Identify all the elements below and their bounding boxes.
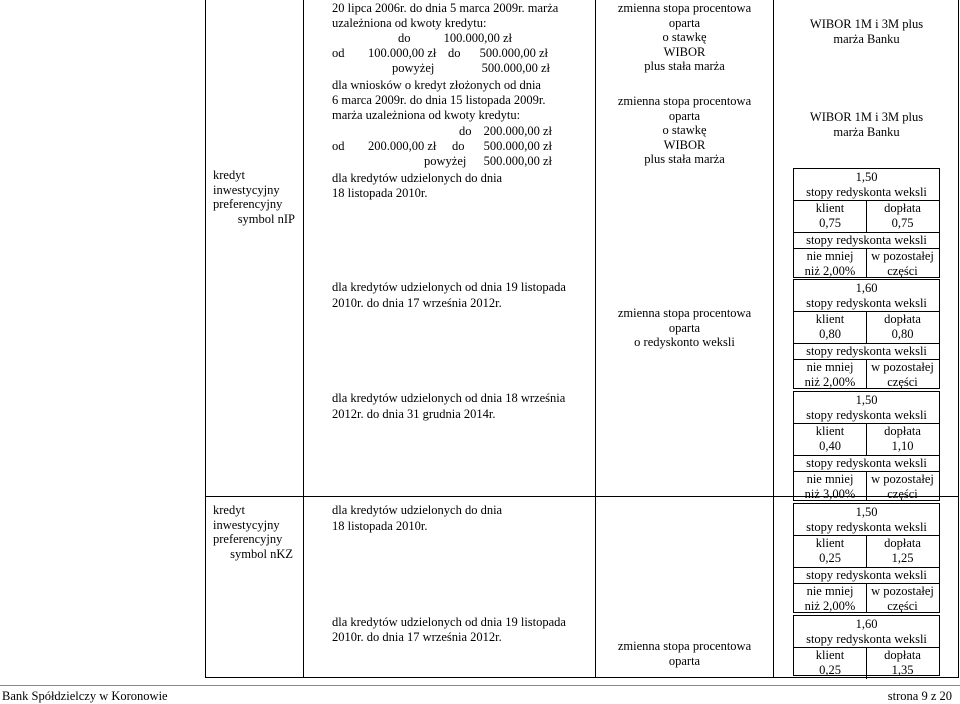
period-b3-line1: dla kredytów udzielonych do dnia [332,171,503,185]
nkz-line-3: preferencyjny [213,532,283,546]
b2-r2-from: 200.000,00 zł [368,139,437,153]
rediscount-block [793,391,940,501]
niz-label: niż [804,487,820,501]
margin-b [775,110,958,139]
klient-label: klient [815,312,845,326]
min-rate-value: 2,00% [823,599,856,613]
rate-a-l2: oparta [668,15,701,30]
b1-row2 [332,46,548,61]
rate-c-l1: zmienna stopa procentowa [617,306,752,320]
b1-r2-od: od [332,46,345,60]
period-b6-line1: dla kredytów udzielonych do dnia [332,503,503,517]
b1-row3 [332,61,550,76]
min-rate [794,599,866,614]
doplata-label: dopłata [884,312,921,326]
doplata-value: 1,10 [891,439,914,453]
period-b7-line2: 2010r. do dnia 17 września 2012r. [332,630,502,644]
niz-label: niż [804,599,820,613]
period-b3-line2: 18 listopada 2010r. [332,186,428,200]
min-rate [794,375,866,390]
multiplier: 1,60 [855,617,878,631]
footer-rule [0,685,960,686]
margin-a-l2: marża Banku [833,31,900,46]
klient-label: klient [815,648,845,662]
b2-r2-od: od [332,139,345,153]
b2-r2-do: do [452,139,465,153]
period-b1-line2: uzależniona od kwoty kredytu: [332,16,487,30]
nkz-line-1: kredyt [213,503,245,517]
margin-a [775,17,958,46]
nip-line-1: kredyt [213,168,245,182]
nip-line-3: preferencyjny [213,197,283,211]
rate-d-l2: oparta [668,653,701,668]
min-rate-value: 2,00% [823,264,856,278]
klient-label: klient [815,536,845,550]
rate-c-l3: o redyskonto weksli [634,335,735,349]
rate-a-l5: plus stała marża [644,59,725,73]
doplata-value: 0,75 [891,216,914,230]
rate-a-l3: o stawkę [662,30,707,44]
period-b6-line2: 18 listopada 2010r. [332,519,428,533]
rediscount-block [793,168,940,278]
doplata-label: dopłata [884,648,921,662]
min-rate-value: 2,00% [823,375,856,389]
srw-label-2: stopy redyskonta weksli [806,344,927,358]
rate-a-l4: WIBOR [663,44,706,59]
multiplier: 1,50 [855,170,878,184]
czesci-label: części [887,487,918,501]
b2-r1-do: do [459,124,472,138]
b1-r2-from: 100.000,00 zł [368,46,437,60]
klient-value: 0,25 [819,551,841,565]
doplata-value: 1,35 [891,663,914,677]
w-pozostalej-label: w pozostałej [871,249,934,263]
b1-r2-do: do [448,46,461,60]
nie-mniej-label: nie mniej [806,249,854,263]
min-rate-value: 3,00% [823,487,856,501]
period-b7-line1: dla kredytów udzielonych od dnia 19 listopada [332,615,566,629]
nip-line-2: inwestycyjny [213,182,280,197]
period-b1-line1: 20 lipca 2006r. do dnia 5 marca 2009r. marża [332,1,559,15]
table-border-right [958,0,959,678]
doplata-label: dopłata [884,536,921,550]
nie-mniej-label: nie mniej [806,472,854,486]
period-b2-line3: marża uzależniona od kwoty kredytu: [332,108,521,122]
srw-label: stopy redyskonta weksli [806,408,927,422]
table-divider-1 [303,0,304,678]
b1-r1-do: do [398,31,411,45]
min-rate [794,487,866,502]
b2-row2 [332,139,552,154]
srw-label: stopy redyskonta weksli [806,520,927,534]
nkz-line-2: inwestycyjny [213,517,280,532]
klient-value: 0,25 [819,663,841,677]
doplata-value: 1,25 [891,551,914,565]
rate-b-l2: oparta [668,108,701,123]
rediscount-block [793,279,940,389]
rate-b-l1: zmienna stopa procentowa [617,94,752,108]
srw-label: stopy redyskonta weksli [806,296,927,310]
srw-label-2: stopy redyskonta weksli [806,456,927,470]
margin-b-l2: marża Banku [833,124,900,139]
klient-value: 0,40 [819,439,841,453]
rate-type-c [597,306,772,350]
czesci-label: części [887,375,918,389]
czesci-label: części [887,599,918,613]
b2-r3-amount: 500.000,00 zł [483,154,552,168]
klient-label: klient [815,424,845,438]
rate-b-l4: WIBOR [663,137,706,152]
multiplier: 1,50 [855,505,878,519]
w-pozostalej-label: w pozostałej [871,360,934,374]
klient-label: klient [815,201,845,215]
srw-label: stopy redyskonta weksli [806,632,927,646]
table-divider-2 [595,0,596,678]
footer-bank-name: Bank Spółdzielczy w Koronowie [2,689,168,703]
doplata-value: 0,80 [891,327,914,341]
margin-a-l1: WIBOR 1M i 3M plus [809,17,924,31]
table-border-left [205,0,206,678]
period-b5-line1: dla kredytów udzielonych od dnia 18 września [332,391,566,405]
rate-a-l1: zmienna stopa procentowa [617,1,752,15]
product-nkz [213,503,293,561]
footer-page-number: strona 9 z 20 [887,689,952,703]
b2-row1 [332,124,552,139]
multiplier: 1,50 [855,393,878,407]
srw-label: stopy redyskonta weksli [806,185,927,199]
rediscount-block [793,503,940,613]
b1-r1-amount: 100.000,00 zł [443,31,512,45]
b2-r1-amount: 200.000,00 zł [483,124,552,138]
b1-row1 [332,31,512,46]
niz-label: niż [804,375,820,389]
period-b2-line1: dla wniosków o kredyt złożonych od dnia [332,78,541,92]
nie-mniej-label: nie mniej [806,584,854,598]
period-b5-line2: 2012r. do dnia 31 grudnia 2014r. [332,407,496,421]
b1-r3-amount: 500.000,00 zł [481,61,550,75]
w-pozostalej-label: w pozostałej [871,472,934,486]
rate-c-l2: oparta [668,320,701,335]
nip-symbol: symbol nIP [237,211,295,226]
b1-r3-label: powyżej [392,61,435,75]
rate-b-l5: plus stała marża [644,152,725,166]
rate-type-a [597,1,772,74]
rate-d-l1: zmienna stopa procentowa [617,639,752,653]
min-rate [794,264,866,279]
b2-row3 [332,154,552,169]
rediscount-block [793,615,940,676]
czesci-label: części [887,264,918,278]
nkz-symbol: symbol nKZ [230,546,293,561]
multiplier: 1,60 [855,281,878,295]
period-b4-line1: dla kredytów udzielonych od dnia 19 listopada [332,280,566,294]
rate-type-b [597,94,772,167]
b1-r2-to: 500.000,00 zł [479,46,548,60]
doplata-label: dopłata [884,424,921,438]
w-pozostalej-label: w pozostałej [871,584,934,598]
margin-b-l1: WIBOR 1M i 3M plus [809,110,924,124]
srw-label-2: stopy redyskonta weksli [806,568,927,582]
rate-type-d [597,639,772,668]
table-divider-3 [773,0,774,678]
niz-label: niż [804,264,820,278]
b2-r3-label: powyżej [424,154,467,168]
period-b4-line2: 2010r. do dnia 17 września 2012r. [332,296,502,310]
product-nip [213,168,295,226]
nie-mniej-label: nie mniej [806,360,854,374]
klient-value: 0,80 [819,327,841,341]
doplata-label: dopłata [884,201,921,215]
klient-value: 0,75 [819,216,841,230]
srw-label-2: stopy redyskonta weksli [806,233,927,247]
period-b2-line2: 6 marca 2009r. do dnia 15 listopada 2009r. [332,93,546,107]
b2-r2-to: 500.000,00 zł [483,139,552,153]
rate-b-l3: o stawkę [662,123,707,137]
